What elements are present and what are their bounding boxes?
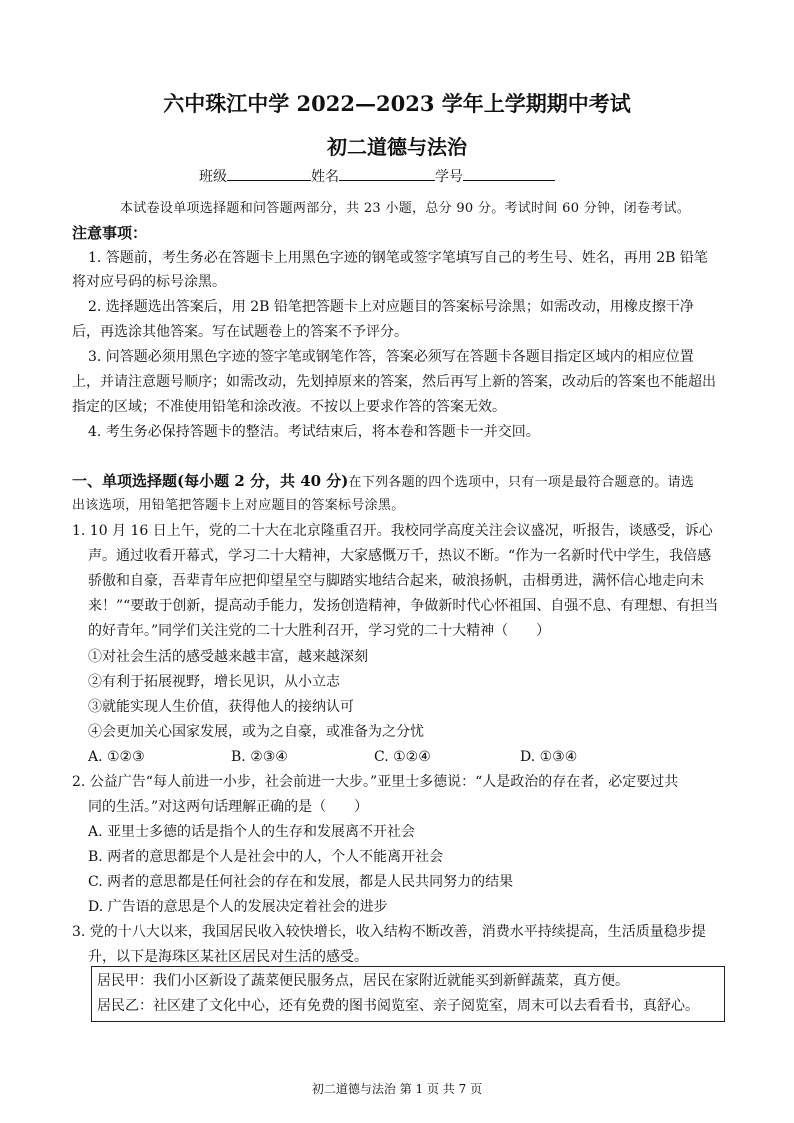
q1-option-c: C. ①②④ [374, 749, 431, 765]
class-blank [227, 166, 311, 181]
note-line: 后，再选涂其他答案。写在试题卷上的答案不予评分。 [72, 324, 408, 340]
id-blank [463, 166, 555, 181]
page-footer: 初二道德与法治 第 1 页 共 7 页 [311, 1082, 483, 1096]
note-line: 将对应号码的标号涂黑。 [72, 274, 226, 290]
section-1-title: 一、单项选择题(每小题 2 分，共 40 分) [72, 472, 349, 490]
q1-stem-line: 来！”“要敢于创新，提高动手能力，发扬创造精神，争做新时代心怀祖国、自强不息、有理想、有担当 [88, 598, 719, 614]
q1-statement: ②有利于拓展视野，增长见识，从小立志 [88, 674, 340, 690]
q1-stem-line: 声。通过收看开幕式，学习二十大精神，大家感慨万千，热议不断。“作为一名新时代中学生，我倍感 [88, 548, 712, 564]
note-line: 2. 选择题选出答案后，用 2B 铅笔把答题卡上对应题目的答案标号涂黑；如需改动，用橡皮擦干净 [88, 299, 694, 315]
q2-option-b: B. 两者的意思都是个人是社会中的人，个人不能离开社会 [88, 849, 444, 865]
note-line: 指定的区域；不准使用铅笔和涂改液。不按以上要求作答的答案无效。 [72, 399, 506, 415]
q1-statement: ①对社会生活的感受越来越丰富，越来越深刻 [88, 649, 368, 665]
q1-option-b: B. ②③④ [231, 749, 288, 765]
q3-resident-b: 居民乙：社区建了文化中心，还有免费的图书阅览室、亲子阅览室，周末可以去看看书，真舒心。 [97, 998, 699, 1014]
q1-stem-line: 的好青年。”同学们关注党的二十大胜利召开，学习党的二十大精神（ ） [88, 623, 551, 639]
student-info-line [199, 166, 555, 186]
note-line: 4. 考生务必保持答题卡的整洁。考试结束后，将本卷和答题卡一并交回。 [88, 424, 540, 440]
name-label: 姓名 [311, 169, 339, 185]
q1-statement: ③就能实现人生价值，获得他人的接纳认可 [88, 699, 354, 715]
q1-stem-line: 骄傲和自豪，吾辈青年应把仰望星空与脚踏实地结合起来，破浪扬帆，击楫勇进，满怀信心地走向未 [88, 573, 704, 589]
q2-option-a: A. 亚里士多德的话是指个人的生存和发展离不开社会 [88, 824, 416, 840]
q2-stem-line: 2. 公益广告“每人前进一小步，社会前进一大步。”亚里士多德说：“人是政治的存在者，必定要过共 [72, 774, 679, 790]
note-line: 1. 答题前，考生务必在答题卡上用黑色字迹的钢笔或签字笔填写自己的考生号、姓名，再用 2B 铅笔 [88, 250, 708, 266]
exam-subject: 初二道德与法治 [327, 135, 467, 159]
id-label: 学号 [435, 169, 463, 185]
note-line: 3. 问答题必须用黑色字迹的签字笔或钢笔作答，答案必须写在答题卡各题目指定区域内的相应位置 [88, 349, 694, 365]
note-line: 上，并请注意题号顺序；如需改动，先划掉原来的答案，然后再写上新的答案，改动后的答案也不能超出 [72, 374, 716, 390]
q1-stem-line: 1. 10 月 16 日上午，党的二十大在北京隆重召开。我校同学高度关注会议盛况，听报告，谈感受，诉心 [72, 523, 713, 539]
section-1-instruction-cont: 出该选项，用铅笔把答题卡上对应题目的答案标号涂黑。 [72, 498, 405, 513]
q2-stem-line: 同的生活。”对这两句话理解正确的是（ ） [88, 799, 369, 815]
q1-statement: ④会更加关心国家发展，或为之自豪，或准备为之分忧 [88, 724, 424, 740]
q2-option-d: D. 广告语的意思是个人的发展决定着社会的进步 [88, 899, 388, 915]
name-blank [339, 166, 435, 181]
q2-option-c: C. 两者的意思都是任何社会的存在和发展，都是人民共同努力的结果 [88, 874, 514, 890]
q3-stem-line: 3. 党的十八大以来，我国居民收入较快增长，收入结构不断改善，消费水平持续提高，生活质量稳步提 [72, 924, 706, 940]
class-label: 班级 [199, 169, 227, 185]
section-1-header [72, 472, 694, 492]
q3-resident-a: 居民甲：我们小区新设了蔬菜便民服务点，居民在家附近就能买到新鲜蔬菜，真方便。 [97, 973, 629, 989]
exam-title: 六中珠江中学 2022—2023 学年上学期期中考试 [163, 91, 631, 116]
q3-stem-line: 升，以下是海珠区某社区居民对生活的感受。 [88, 949, 368, 965]
q1-option-a: A. ①②③ [88, 749, 145, 765]
exam-intro: 本试卷设单项选择题和问答题两部分，共 23 小题，总分 90 分。考试时间 60 分钟，闭卷考试。 [120, 201, 691, 216]
section-1-instruction: 在下列各题的四个选项中，只有一项是最符合题意的。请选 [348, 475, 695, 490]
notes-heading: 注意事项： [72, 224, 148, 242]
q1-option-d: D. ①③④ [520, 749, 578, 765]
